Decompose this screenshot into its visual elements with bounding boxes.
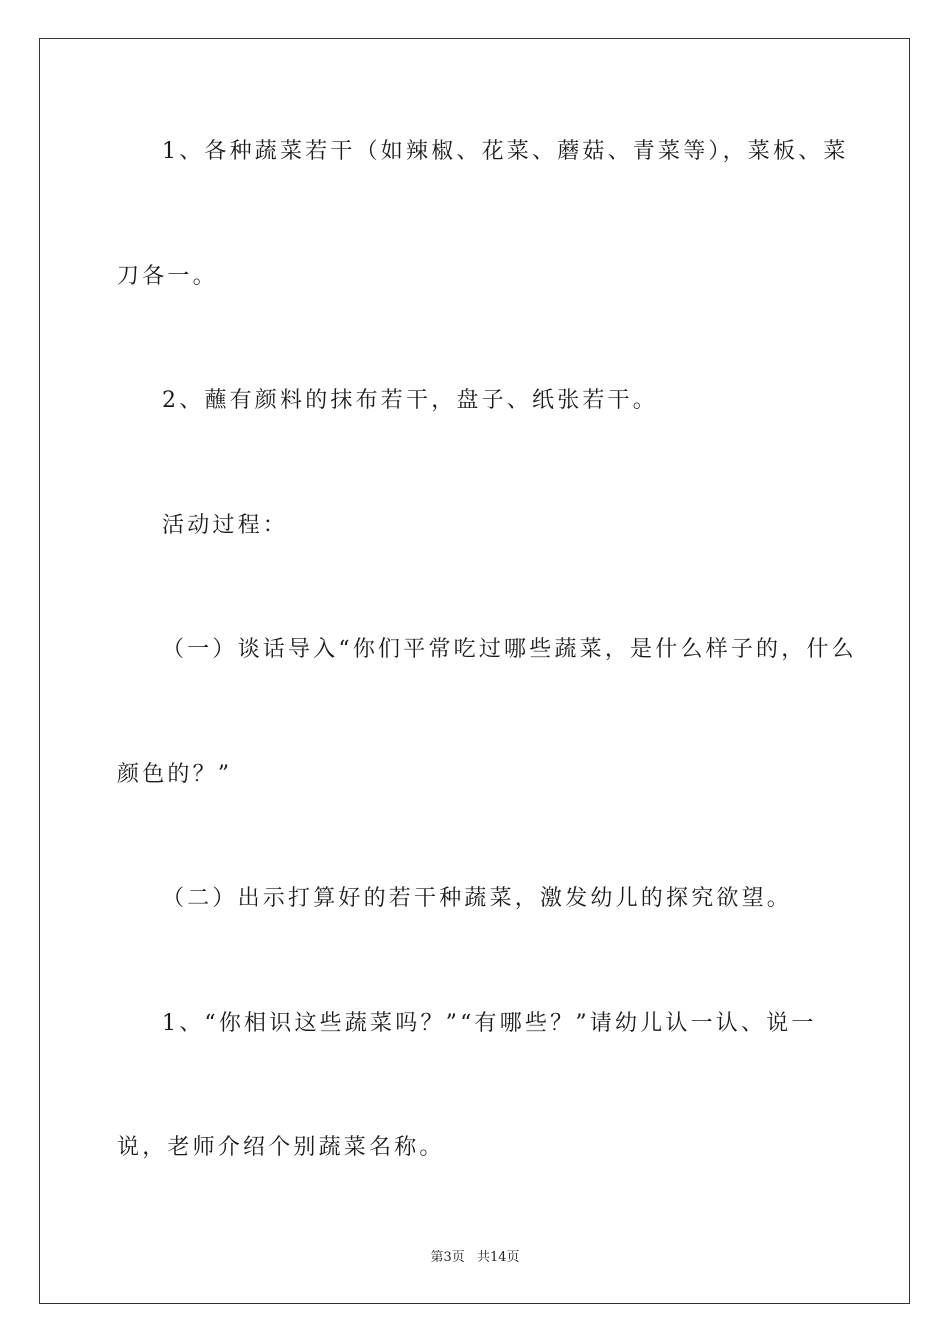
paragraph-line-9: 说，老师介绍个别蔬菜名称。 xyxy=(117,1135,445,1160)
paragraph-line-3: 2、蘸有颜料的抹布若干，盘子、纸张若干。 xyxy=(162,388,658,413)
paragraph-line-7: （二）出示打算好的若干种蔬菜，激发幼儿的探究欲望。 xyxy=(162,886,793,911)
paragraph-line-6: 颜色的？” xyxy=(117,762,233,787)
total-pages: 共14页 xyxy=(476,1250,520,1265)
page-number: 第3页 xyxy=(430,1250,465,1265)
paragraph-line-8: 1、“你相识这些蔬菜吗？”“有哪些？”请幼儿认一认、说一 xyxy=(162,1011,817,1036)
paragraph-line-2: 刀各一。 xyxy=(117,264,218,289)
paragraph-line-1: 1、各种蔬菜若干（如辣椒、花菜、蘑菇、青菜等），菜板、菜 xyxy=(162,139,849,164)
section-heading-activity-process: 活动过程： xyxy=(162,513,289,538)
page-border xyxy=(39,38,910,1304)
page-footer xyxy=(0,1246,950,1265)
paragraph-line-5: （一）谈话导入“你们平常吃过哪些蔬菜，是什么样子的，什么 xyxy=(162,637,857,662)
